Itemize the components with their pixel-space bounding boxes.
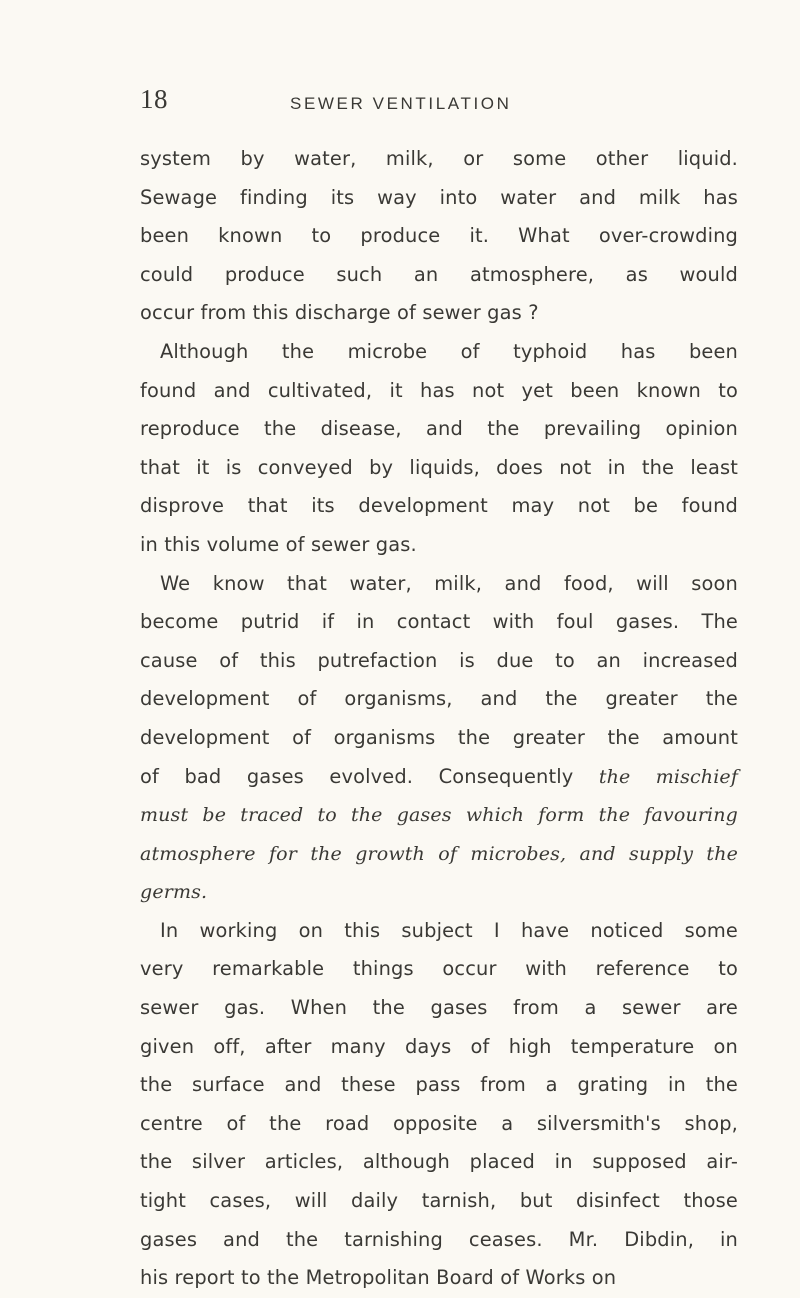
text-run: system by water, milk, or some other liquid.	[140, 147, 738, 170]
text-run: disprove that its development may not be found	[140, 494, 738, 518]
text-line	[140, 835, 738, 874]
text-run: In working on this subject I have noticed some	[160, 918, 738, 942]
text-line	[140, 333, 738, 372]
italic-text: germs.	[140, 881, 208, 904]
text-line	[140, 1259, 738, 1298]
text-run: gases and the tarnishing ceases. Mr. Dibdin, in	[140, 1227, 738, 1251]
text-line	[140, 487, 738, 526]
text-run: the surface and these pass from a grating in the	[140, 1073, 738, 1097]
body-text	[140, 140, 738, 1298]
italic-text: atmosphere for the growth of microbes, and supply the	[140, 842, 738, 865]
text-run: become putrid if in contact with foul gases. The	[140, 610, 738, 634]
text-run: in this volume of sewer gas.	[140, 532, 417, 556]
text-line	[140, 372, 738, 411]
text-run: given off, after many days of high temperature on	[140, 1034, 738, 1058]
text-line	[140, 989, 738, 1028]
text-run: been known to produce it. What over-crowding	[140, 224, 738, 248]
text-run: tight cases, will daily tarnish, but disinfect those	[140, 1189, 738, 1213]
text-line	[140, 912, 738, 951]
text-run: sewer gas. When the gases from a sewer are	[140, 996, 738, 1020]
text-line	[140, 179, 738, 218]
text-run: his report to the Metropolitan Board of Works on	[140, 1266, 617, 1290]
page-number: 18	[140, 84, 168, 114]
text-line	[140, 1143, 738, 1182]
text-line	[140, 796, 738, 835]
text-run: development of organisms the greater the amount	[140, 725, 738, 749]
text-line	[140, 1028, 738, 1067]
text-run: reproduce the disease, and the prevailing opinion	[140, 417, 738, 441]
text-line	[140, 1221, 738, 1260]
text-run: cause of this putrefaction is due to an increased	[140, 648, 738, 672]
italic-text: the mischief	[598, 765, 738, 788]
text-run: centre of the road opposite a silversmith's shop,	[140, 1111, 738, 1135]
text-run: could produce such an atmosphere, as would	[140, 262, 738, 286]
text-line	[140, 680, 738, 719]
text-run: Sewage finding its way into water and milk has	[140, 185, 738, 209]
text-line	[140, 719, 738, 758]
text-run: that it is conveyed by liquids, does not in the least	[140, 455, 738, 479]
text-run: We know that water, milk, and food, will soon	[160, 571, 738, 595]
text-line	[140, 217, 738, 256]
italic-text: must be traced to the gases which form the favouring	[140, 804, 738, 827]
text-run: development of organisms, and the greater the	[140, 687, 738, 711]
text-line	[140, 294, 738, 333]
text-run: occur from this discharge of sewer gas ?	[140, 301, 539, 325]
text-run: Although the microbe of typhoid has been	[160, 339, 738, 363]
text-line	[140, 642, 738, 681]
text-line	[140, 758, 738, 797]
running-head	[140, 84, 738, 124]
text-line	[140, 140, 738, 179]
text-line	[140, 410, 738, 449]
text-line	[140, 256, 738, 295]
text-line	[140, 565, 738, 604]
text-line	[140, 1105, 738, 1144]
text-line	[140, 526, 738, 565]
text-line	[140, 873, 738, 912]
running-title: SEWER VENTILATION	[290, 94, 512, 113]
text-run: of bad gases evolved. Consequently	[140, 764, 599, 788]
text-line	[140, 1066, 738, 1105]
text-run: the silver articles, although placed in supposed air-	[140, 1150, 738, 1174]
text-line	[140, 449, 738, 488]
text-line	[140, 1182, 738, 1221]
text-run: very remarkable things occur with reference to	[140, 957, 738, 981]
text-run: found and cultivated, it has not yet been known to	[140, 378, 738, 402]
text-line	[140, 603, 738, 642]
text-line	[140, 950, 738, 989]
